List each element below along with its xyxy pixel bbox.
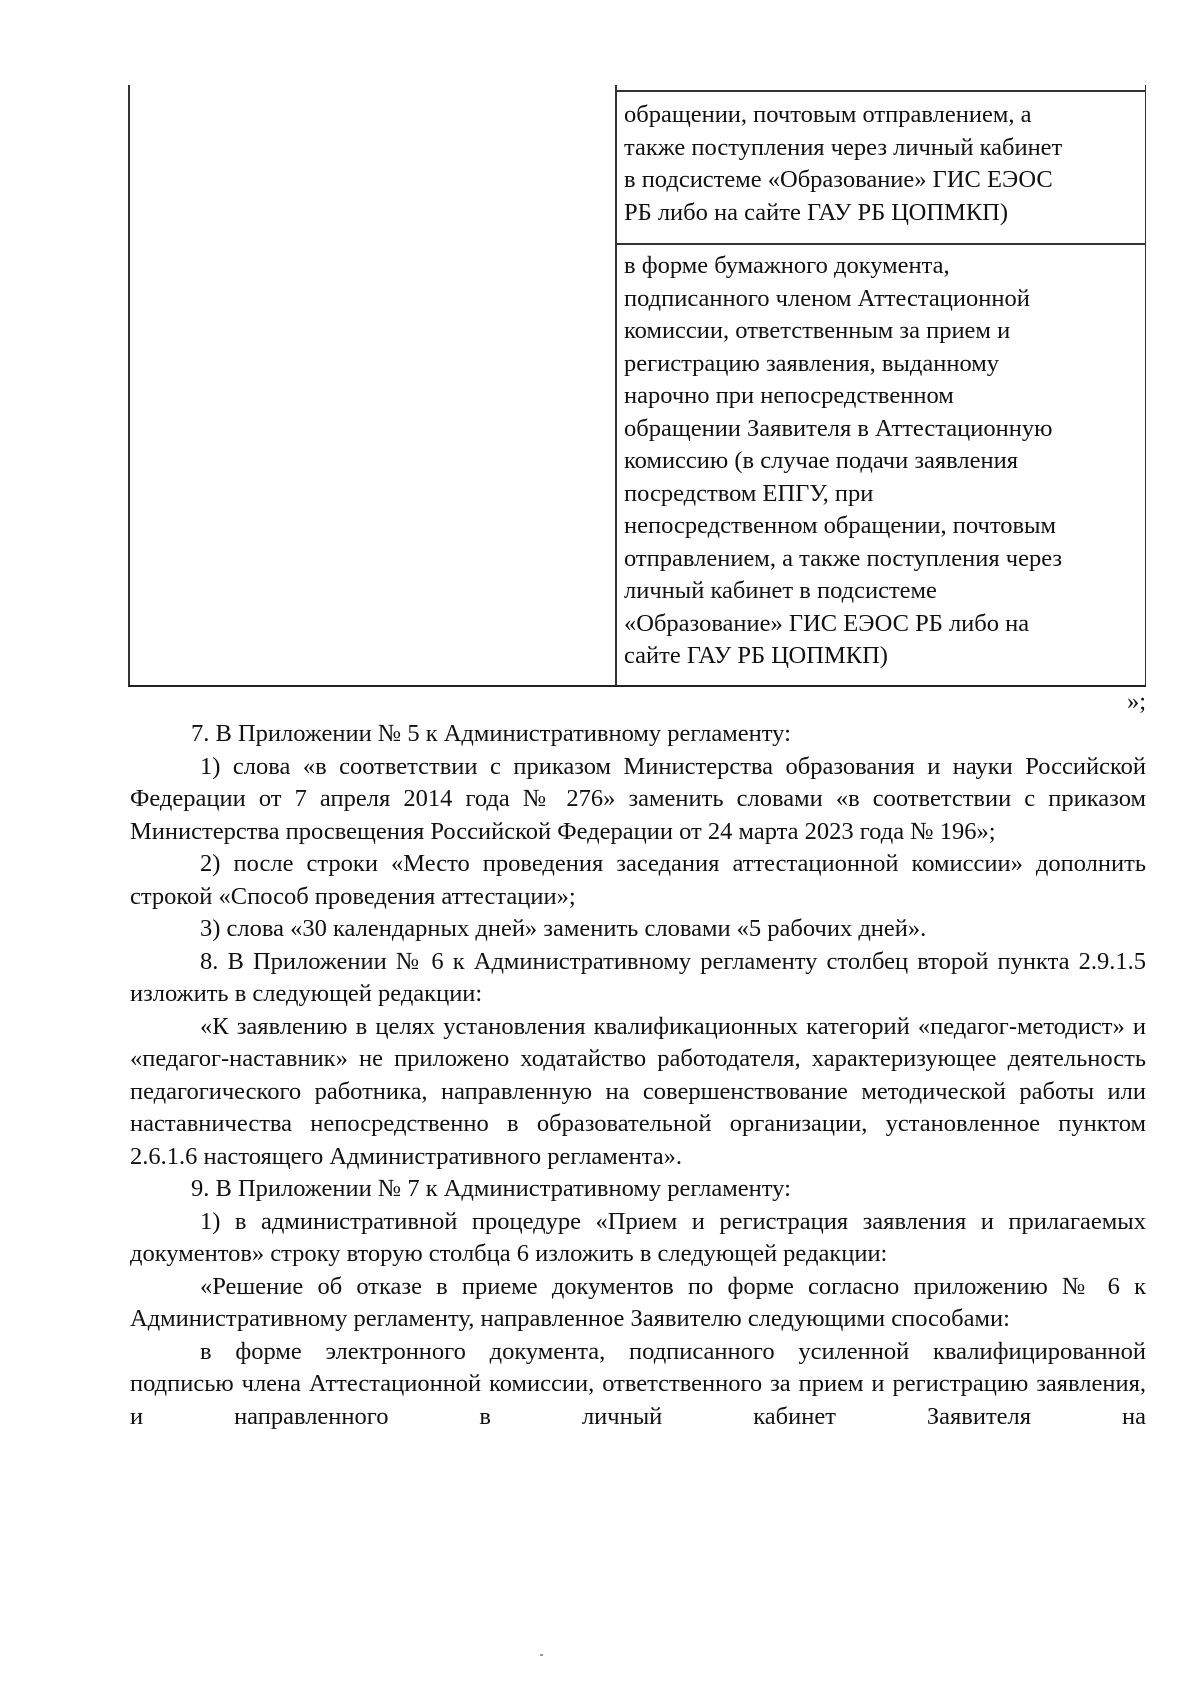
paragraph-item-9-1: 1) в административной процедуре «Прием и регистрация заявления и прилагаемых документов» строку вторую столбца 6 изложить в следующей редакции:	[130, 1207, 1146, 1267]
table-fragment	[128, 85, 1146, 687]
paragraph-item-7: 7. В Приложении № 5 к Административному регламенту:	[191, 720, 791, 747]
paragraph-electronic-form: в форме электронного документа, подписанного усиленной квалифицированной подписью члена Аттестационной комиссии, ответственного за прием и регистрацию заявления, и направленного в личный кабинет Заявителя на	[130, 1337, 1146, 1430]
paragraph-item-7-1: 1) слова «в соответствии с приказом Министерства образования и науки Российской Федерации от 7 апреля 2014 года № 276» заменить словами «в соответствии с приказом Министерства просвещения Российской Федерации от 24 марта 2023 года № 196»;	[130, 752, 1146, 845]
table-cell-paper-document: в форме бумажного документа, подписанного членом Аттестационной комиссии, ответственным за прием и регистрацию заявления, выданному нарочно при непосредственном обращении Заявителя в Аттестационную комиссию (в случае подачи заявления посредством ЕПГУ, при непосредственном обращении, почтовым отправлением, а также поступления через личный кабинет в подсистеме «Образование» ГИС ЕЭОС РБ либо на сайте ГАУ РБ ЦОПМКП)	[624, 252, 1063, 669]
table-border-left	[128, 85, 130, 685]
paragraph-item-7-2: 2) после строки «Место проведения заседания аттестационной комиссии» дополнить строкой «Способ проведения аттестации»;	[130, 850, 1146, 910]
table-cell-delivery-continued: обращении, почтовым отправлением, а также поступления через личный кабинет в подсистеме «Образование» ГИС ЕЭОС РБ либо на сайте ГАУ РБ ЦОПМКП)	[624, 101, 1063, 226]
table-border-middle	[615, 85, 617, 685]
table-row-divider	[615, 243, 1146, 245]
document-body	[130, 718, 1146, 1433]
paragraph-item-8: 8. В Приложении № 6 к Административному регламенту столбец второй пункта 2.9.1.5 изложить в следующей редакции:	[130, 947, 1146, 1007]
paragraph-item-7-3: 3) слова «30 календарных дней» заменить словами «5 рабочих дней».	[200, 915, 927, 942]
table-border-right	[1145, 85, 1147, 685]
closing-quote: »;	[1126, 688, 1146, 715]
paragraph-item-8-quote: «К заявлению в целях установления квалификационных категорий «педагог-методист» и «педагог-наставник» не приложено ходатайство работодателя, характеризующее деятельность педагогического работника, направленную на совершенствование методической работы или наставничества непосредственно в образовательной организации, установленное пунктом 2.6.1.6 настоящего Административного регламента».	[130, 1012, 1146, 1170]
table-border-top	[615, 90, 1146, 92]
paragraph-item-9-quote: «Решение об отказе в приеме документов по форме согласно приложению № 6 к Административному регламенту, направленное Заявителю следующими способами:	[130, 1272, 1146, 1332]
page-mark	[540, 1654, 543, 1656]
paragraph-item-9: 9. В Приложении № 7 к Административному регламенту:	[191, 1175, 791, 1202]
